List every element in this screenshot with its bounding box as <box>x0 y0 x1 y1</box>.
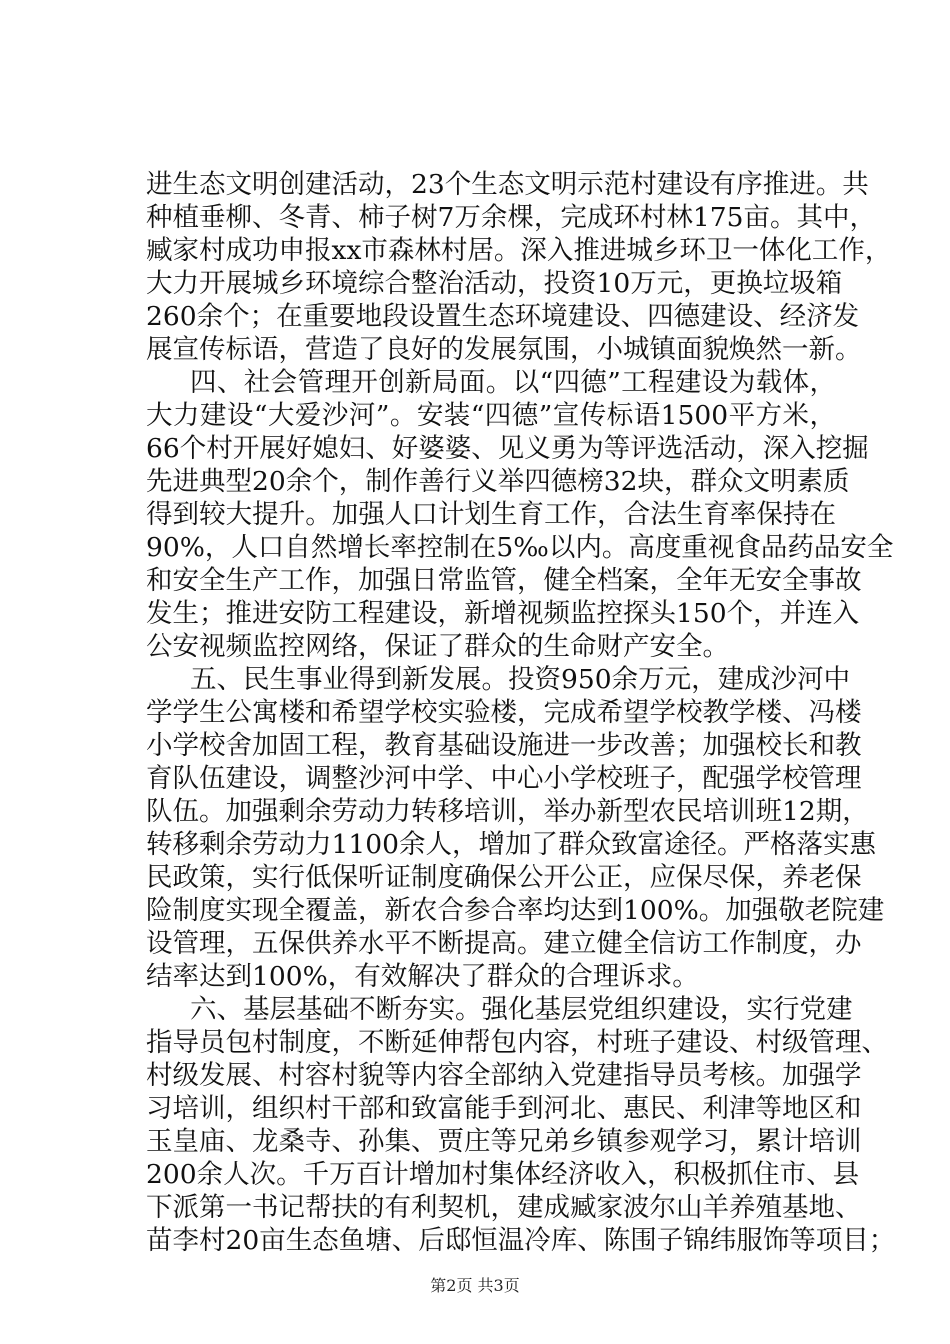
paragraph-grassroots <box>146 993 896 1257</box>
text-line: 大力建设“大爱沙河”。安装“四德”宣传标语1500平方米， <box>146 400 836 431</box>
text-line: 臧家村成功申报xx市森林村居。深入推进城乡环卫一体化工作， <box>146 235 892 266</box>
text-line: 险制度实现全覆盖，新农合参合率均达到100%。加强敬老院建 <box>146 895 885 926</box>
text-line: 习培训，组织村干部和致富能手到河北、惠民、利津等地区和 <box>146 1093 862 1124</box>
text-line: 五、民生事业得到新发展。投资950余万元，建成沙河中 <box>190 664 851 695</box>
text-line: 种植垂柳、冬青、柿子树7万余棵，完成环村林175亩。其中， <box>146 202 876 233</box>
paragraph-social-management <box>146 366 894 663</box>
text-line: 四、社会管理开创新局面。以“四德”工程建设为载体， <box>190 367 836 398</box>
text-line: 队伍。加强剩余劳动力转移培训，举办新型农民培训班12期， <box>146 796 869 827</box>
paragraph-ecology-continuation <box>146 168 892 366</box>
text-line: 大力开展城乡环境综合整治活动，投资10万元，更换垃圾箱 <box>146 268 843 299</box>
text-line: 小学校舍加固工程，教育基础设施进一步改善；加强校长和教 <box>146 730 862 761</box>
text-line: 公安视频监控网络，保证了群众的生命财产安全。 <box>146 631 729 662</box>
text-line: 六、基层基础不断夯实。强化基层党组织建设，实行党建 <box>190 994 853 1025</box>
text-line: 进生态文明创建活动，23个生态文明示范村建设有序推进。共 <box>146 169 869 200</box>
text-line: 得到较大提升。加强人口计划生育工作，合法生育率保持在 <box>146 499 836 530</box>
text-line: 90%，人口自然增长率控制在5‰以内。高度重视食品药品安全 <box>146 532 894 563</box>
text-line: 设管理，五保供养水平不断提高。建立健全信访工作制度，办 <box>146 928 862 959</box>
document-body <box>146 168 896 1257</box>
text-line: 和安全生产工作，加强日常监管，健全档案，全年无安全事故 <box>146 565 862 596</box>
text-line: 育队伍建设，调整沙河中学、中心小学校班子，配强学校管理 <box>146 763 862 794</box>
text-line: 苗李村20亩生态鱼塘、后邸恒温冷库、陈围子锦纬服饰等项目； <box>146 1225 896 1256</box>
paragraph-livelihood <box>146 663 885 993</box>
text-line: 结率达到100%，有效解决了群众的合理诉求。 <box>146 961 699 992</box>
text-line: 民政策，实行低保听证制度确保公开公正，应保尽保，养老保 <box>146 862 862 893</box>
text-line: 260余个；在重要地段设置生态环境建设、四德建设、经济发 <box>146 301 860 332</box>
text-line: 先进典型20余个，制作善行义举四德榜32块，群众文明素质 <box>146 466 850 497</box>
page-number-footer: 第2页 共3页 <box>430 1276 520 1295</box>
text-line: 学学生公寓楼和希望学校实验楼，完成希望学校教学楼、冯楼 <box>146 697 862 728</box>
text-line: 发生；推进安防工程建设，新增视频监控探头150个，并连入 <box>146 598 860 629</box>
text-line: 村级发展、村容村貌等内容全部纳入党建指导员考核。加强学 <box>146 1060 862 1091</box>
text-line: 展宣传标语，营造了良好的发展氛围，小城镇面貌焕然一新。 <box>146 334 862 365</box>
text-line: 200余人次。千万百计增加村集体经济收入，积极抓住市、县 <box>146 1159 860 1190</box>
text-line: 玉皇庙、龙桑寺、孙集、贾庄等兄弟乡镇参观学习，累计培训 <box>146 1126 862 1157</box>
text-line: 指导员包村制度，不断延伸帮包内容，村班子建设、村级管理、 <box>146 1027 888 1058</box>
text-line: 66个村开展好媳妇、好婆婆、见义勇为等评选活动，深入挖掘 <box>146 433 869 464</box>
text-line: 转移剩余劳动力1100余人，增加了群众致富途径。严格落实惠 <box>146 829 876 860</box>
text-line: 下派第一书记帮扶的有利契机，建成臧家波尔山羊养殖基地、 <box>146 1192 862 1223</box>
